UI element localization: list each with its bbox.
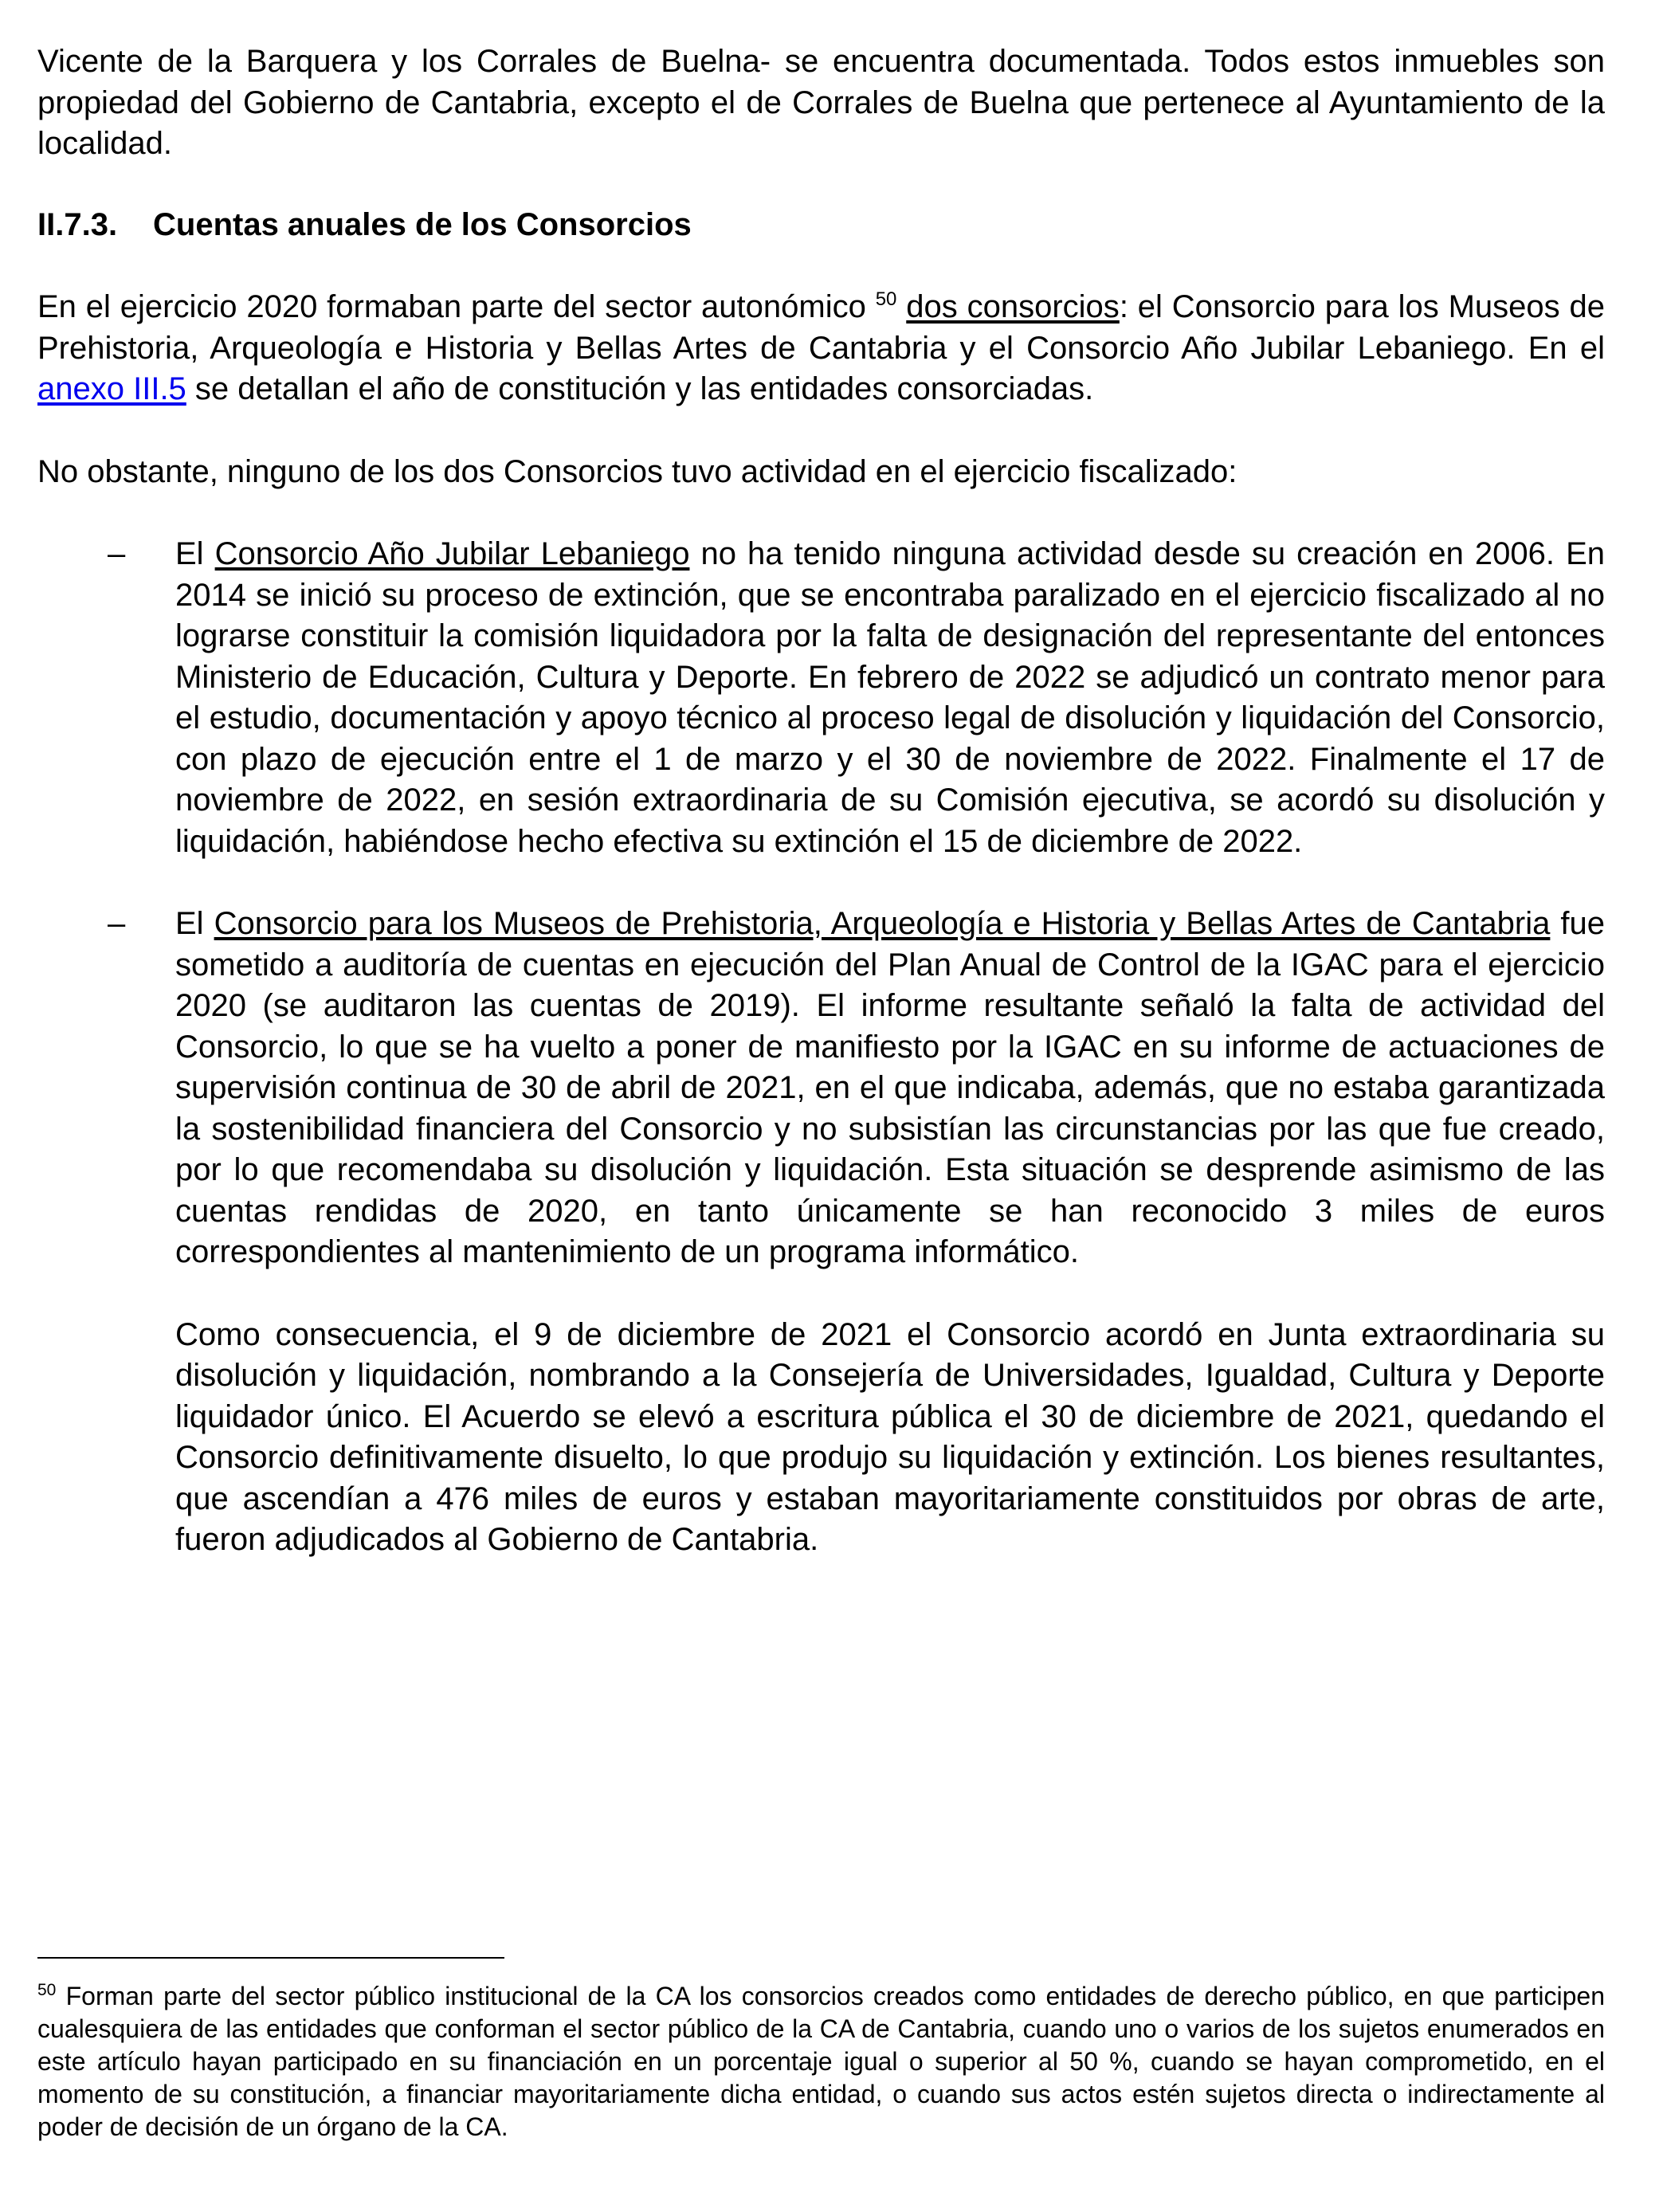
dash-bullet: –	[108, 906, 126, 941]
footnote-text: Forman parte del sector público institucional de la CA los consorcios creados como entidades de derecho público, en que participen cualesquiera de las entidades que conforman el sector público de la CA de Cantabria, cuando uno o varios de los sujetos enumerados en este artículo hayan participado en su financiación en un porcentaje igual o superior al 50 %, cuando se hayan comprometido, en el momento de su constitución, a financiar mayoritariamente dicha entidad, o cuando sus actos estén sujetos directa o indirectamente al poder de decisión de un órgano de la CA.	[37, 1982, 1605, 2141]
museos-consortium-name: Consorcio para los Museos de Prehistoria, Arqueología e Historia y Bellas Artes de Cantabria	[214, 906, 1551, 941]
list-item-museos	[37, 904, 1605, 1561]
document-page	[37, 41, 1605, 1602]
section-number: II.7.3.	[37, 206, 118, 242]
lebaniego-paragraph	[175, 534, 1605, 862]
consortia-paragraph-text-1: En el ejercicio 2020 formaban parte del sector autonómico	[37, 289, 876, 324]
footnote	[37, 1980, 1605, 2143]
intro-paragraph: Vicente de la Barquera y los Corrales de Buelna- se encuentra documentada. Todos estos inmuebles son propiedad del Gobierno de Cantabria, excepto el de Corrales de Buelna que pertenece al Ayuntamiento de la localidad.	[37, 44, 1605, 161]
consortia-list	[37, 534, 1605, 1561]
section-heading	[37, 205, 1605, 246]
museos-lead: El	[175, 906, 214, 941]
museos-consequence-paragraph: Como consecuencia, el 9 de diciembre de 2021 el Consorcio acordó en Junta extraordinaria su disolución y liquidación, nombrando a la Consejería de Universidades, Igualdad, Cultura y Deporte liquidador único. El Acuerdo se elevó a escritura pública el 30 de diciembre de 2021, quedando el Consorcio definitivamente disuelto, lo que produjo su liquidación y extinción. Los bienes resultantes, que ascendían a 476 miles de euros y estaban mayoritariamente constituidos por obras de arte, fueron adjudicados al Gobierno de Cantabria.	[175, 1316, 1605, 1557]
museos-paragraph	[175, 904, 1605, 1273]
lebaniego-lead: El	[175, 536, 215, 571]
footnote-separator	[37, 1957, 504, 1959]
lebaniego-text: no ha tenido ninguna actividad desde su creación en 2006. En 2014 se inició su proceso de extinción, que se encontraba paralizado en el ejercicio fiscalizado al no lograrse constituir la comisión liquidadora por la falta de designación del representante del entonces Ministerio de Educación, Cultura y Deporte. En febrero de 2022 se adjudicó un contrato menor para el estudio, documentación y apoyo técnico al proceso legal de disolución y liquidación del Consorcio, con plazo de ejecución entre el 1 de marzo y el 30 de noviembre de 2022. Finalmente el 17 de noviembre de 2022, en sesión extraordinaria de su Comisión ejecutiva, se acordó su disolución y liquidación, habiéndose hecho efectiva su extinción el 15 de diciembre de 2022.	[175, 536, 1605, 859]
section-title: Cuentas anuales de los Consorcios	[153, 206, 692, 242]
lebaniego-consortium-name: Consorcio Año Jubilar Lebaniego	[214, 536, 690, 571]
annex-link[interactable]: anexo III.5	[37, 371, 186, 406]
consortia-paragraph	[37, 287, 1605, 410]
no-activity-paragraph: No obstante, ninguno de los dos Consorcios tuvo actividad en el ejercicio fiscalizado:	[37, 453, 1237, 489]
consortia-underlined-term: dos consorcios	[906, 289, 1120, 324]
consortia-paragraph-text-2: : el Consorcio para los Museos de Prehistoria, Arqueología e Historia y Bellas Artes de Cantabria y el Consorcio Año Jubilar Lebaniego. En el	[37, 289, 1605, 366]
list-item-lebaniego	[37, 534, 1605, 862]
footnote-reference[interactable]: 50	[875, 288, 897, 310]
dash-bullet: –	[108, 536, 126, 571]
consortia-paragraph-text-3: se detallan el año de constitución y las entidades consorciadas.	[186, 371, 1094, 406]
footnote-number: 50	[37, 1981, 57, 1999]
museos-text: fue sometido a auditoría de cuentas en ejecución del Plan Anual de Control de la IGAC para el ejercicio 2020 (se auditaron las cuentas de 2019). El informe resultante señaló la falta de actividad del Consorcio, lo que se ha vuelto a poner de manifiesto por la IGAC en su informe de actuaciones de supervisión continua de 30 de abril de 2021, en el que indicaba, además, que no estaba garantizada la sostenibilidad financiera del Consorcio y no subsistían las circunstancias por las que fue creado, por lo que recomendaba su disolución y liquidación. Esta situación se desprende asimismo de las cuentas rendidas de 2020, en tanto únicamente se han reconocido 3 miles de euros correspondientes al mantenimiento de un programa informático.	[175, 906, 1606, 1269]
